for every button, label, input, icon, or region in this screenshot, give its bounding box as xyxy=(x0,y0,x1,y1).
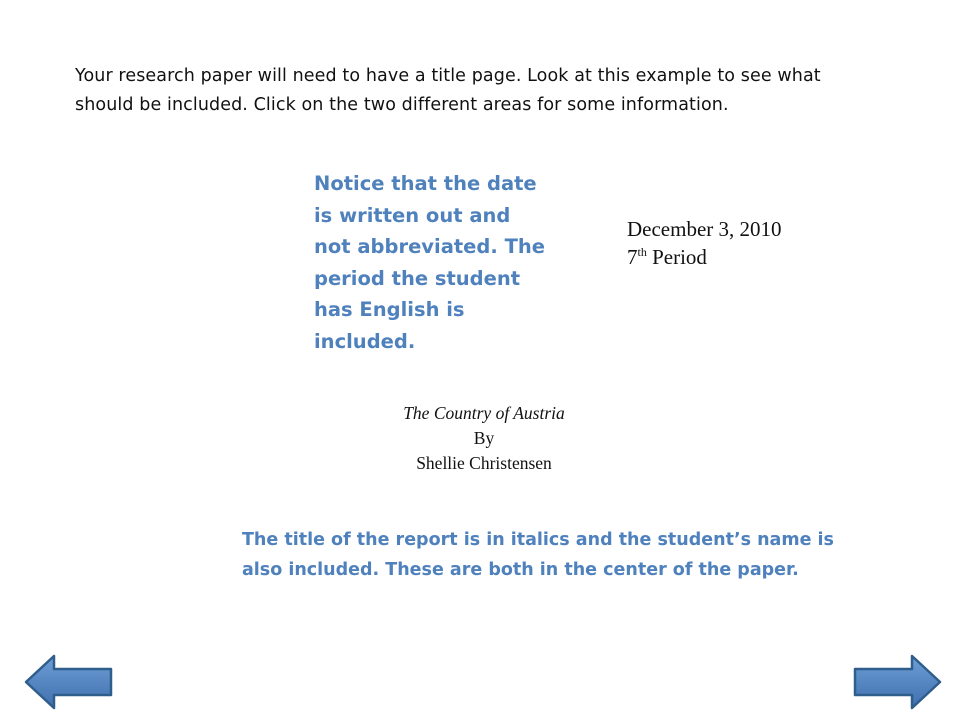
date-info-callout[interactable] xyxy=(314,168,564,357)
title-info-line-2: also included. These are both in the center of the paper. xyxy=(242,560,799,580)
title-info-callout[interactable] xyxy=(242,525,862,585)
previous-slide-button[interactable] xyxy=(23,653,113,711)
date-info-line: included. xyxy=(314,329,416,353)
sample-date: December 3, 2010 xyxy=(627,217,782,241)
intro-line-2: should be included. Click on the two different areas for some information. xyxy=(75,95,729,115)
date-info-line: has English is xyxy=(314,298,465,321)
sample-date-area[interactable] xyxy=(627,215,782,271)
author-name: Shellie Christensen xyxy=(416,453,552,473)
next-slide-button[interactable] xyxy=(853,653,943,711)
period-number: 7 xyxy=(627,245,638,269)
sample-title-area[interactable] xyxy=(334,401,634,476)
title-info-line-1: The title of the report is in italics and the student’s name is xyxy=(242,530,834,550)
date-info-line: period the student xyxy=(314,266,521,290)
left-arrow-icon xyxy=(23,653,113,711)
intro-line-1: Your research paper will need to have a title page. Look at this example to see what xyxy=(75,66,821,86)
report-title: The Country of Austria xyxy=(403,403,565,423)
period-suffix: th xyxy=(637,245,647,259)
date-info-line: Notice that the date xyxy=(314,172,537,195)
period-word: Period xyxy=(652,245,707,269)
intro-text xyxy=(75,62,905,120)
date-info-line: is written out and xyxy=(314,203,511,227)
right-arrow-icon xyxy=(853,653,943,711)
date-info-line: not abbreviated. The xyxy=(314,235,545,258)
sample-period xyxy=(627,243,782,271)
by-line: By xyxy=(473,428,495,448)
